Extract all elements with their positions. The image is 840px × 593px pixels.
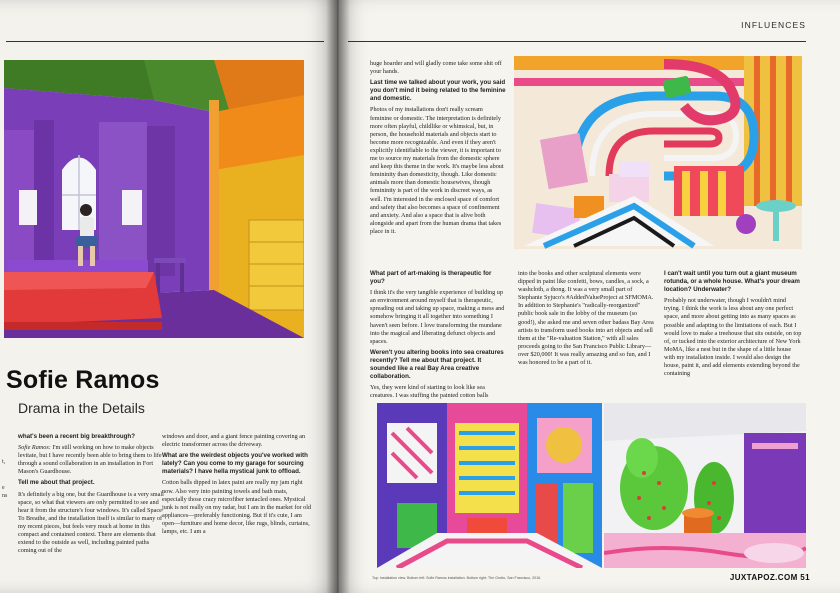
answer-text: It's definitely a big one, but the Guardhouse is a very small space, so what that viewers are only permitted to see and hear it from the structure's four windows. It's called Space To Breathe, and the installation itself is similar to many of my recent pieces, but feels very much at home in this compact and contained context. There are elements that extend to the outside as well, including painted paths coming out of the (18, 490, 164, 555)
question: what's been a recent big breakthrough? (18, 433, 135, 440)
edge-text-fragment: t, (2, 459, 6, 465)
question: What are the weirdest objects you've worked with lately? Can you come to my garage for sourcing materials? I have hella mystical junk to offload. (162, 452, 308, 476)
installation-room-photo (514, 56, 802, 249)
left-column-1 (18, 433, 164, 558)
question: What part of art-making is therapeutic for you? (370, 270, 492, 286)
answer-text: Yes, they were kind of starting to look like sea creatures. I was stuffing the painted cotton balls (370, 384, 489, 400)
answer-text: windows and door, and a giant fence painting covering an electric transformer across the driveway. (162, 433, 306, 449)
right-top-rule (348, 41, 806, 42)
answer-text: Cotton balls dipped in latex paint are really my jam right now. Also very into painting towels and bath mats, especially those crazy microfiber tentacled ones. Mystical junk is not really on my radar, but I am in the market for old appliances—preferably functioning. But if it's cute, I am open—furniture and home decor, like rugs, blinds, curtains, lamps, etc. I am a (162, 479, 312, 536)
right-column-3 (518, 270, 656, 370)
page-folio: JUXTAPOZ.COM 51 (729, 573, 810, 582)
answer-text: into the books and other sculptural elements were dipped in paint like confetti, bows, candles, a sock, a washcloth, a thong. It was a very small part of Stephanie Syjuco's #AddedValueProject at SFMOMA. In addition to Stephanie's "radically-reorganized" public book sale in the lobby of the museum (so good!), she asked me and seven other badass Bay Area artists to transform used books into art objects and sell them at the "Re-valuation Station," with all sales proceeds going to the San Francisco Public Library—over $20,000! It was really amazing and so fun, and I was honored to be a part of it. (518, 270, 654, 367)
page-gutter (326, 0, 350, 593)
answer-text: Photos of my installations don't really scream feminine or domestic. The interpretation is definitely more often playful, childlike or whimsical, but, in person, the household materials and objects start to become more recognizable. And even if they aren't explicitly identifiable to the viewer, it is important to me to source my materials from the domestic sphere and keep this theme in the work. It's maybe less about femininity than domesticity, though. Like domestic animals more than domestic housewives, though femininity is part of the work in discreet ways, as well. I'm interested in the enclosed space of comfort and safety that also becomes a space of confinement and anxiety. And also a space that is alive both alongside and apart from the human drama that takes place in it. (370, 106, 504, 235)
colorful-interior-photo (377, 403, 602, 568)
cactus-installation-photo (604, 403, 806, 568)
edge-text-fragment: ns (2, 493, 8, 499)
left-column-2 (162, 433, 312, 539)
answer-text: huge hoarder and will gladly come take some shit off your hands. (370, 60, 502, 76)
question: Tell me about that project. (18, 479, 95, 487)
right-column-1 (370, 60, 506, 239)
section-label: INFLUENCES (741, 20, 806, 30)
right-column-4 (664, 270, 802, 381)
article-subtitle: Drama in the Details (18, 400, 145, 416)
question: I can't wait until you turn out a giant museum rotunda, or a whole house. What's your dream location? Underwater? (664, 270, 800, 294)
bedroom-installation-photo (4, 60, 304, 338)
question: Weren't you altering books into sea creatures recently? Tell me about that project. It sounded like a real Bay Area creative collaboration. (370, 348, 504, 381)
artist-name-headline: Sofie Ramos (6, 366, 160, 394)
answer-text: Probably not underwater, though I wouldn't mind trying. I think the work is less about any one perfect space, and more about getting into as many spaces as possible and adapting to the limitations of each. But I would love to make a treehouse that sits outside, on top of, or tucked into the exterior architecture of New York MoMA, like a nest but in the shape of a little house with my installation inside. I would also design the house, paint it, and add elements extending beyond the containing (664, 297, 802, 378)
answer-lead: Sofie Ramos: (18, 444, 51, 452)
right-column-2 (370, 270, 506, 403)
edge-text-fragment: e (2, 485, 5, 491)
question: Last time we talked about your work, you said you don't mind it being related to the feminine and domestic. (370, 79, 506, 103)
answer-text: I'm still working on how to make objects levitate, but I have recently been able to bring them to life through a sound collaboration in an installation in Fort Mason's Guardhouse. (18, 444, 162, 476)
photo-caption: Top: Installation view. Bottom left: Sofie Ramos installation. Bottom right: The Grotto, San Francisco, 2016. (372, 576, 542, 580)
answer-text: I think it's the very tangible experience of building up an environment around myself that is therapeutic, spreading out and taking up space, making a mess and somehow bringing it all together into something I haven't seen before. I love transforming the mundane into the magical and liberating defunct objects and spaces. (370, 289, 505, 345)
left-top-rule (6, 41, 324, 42)
